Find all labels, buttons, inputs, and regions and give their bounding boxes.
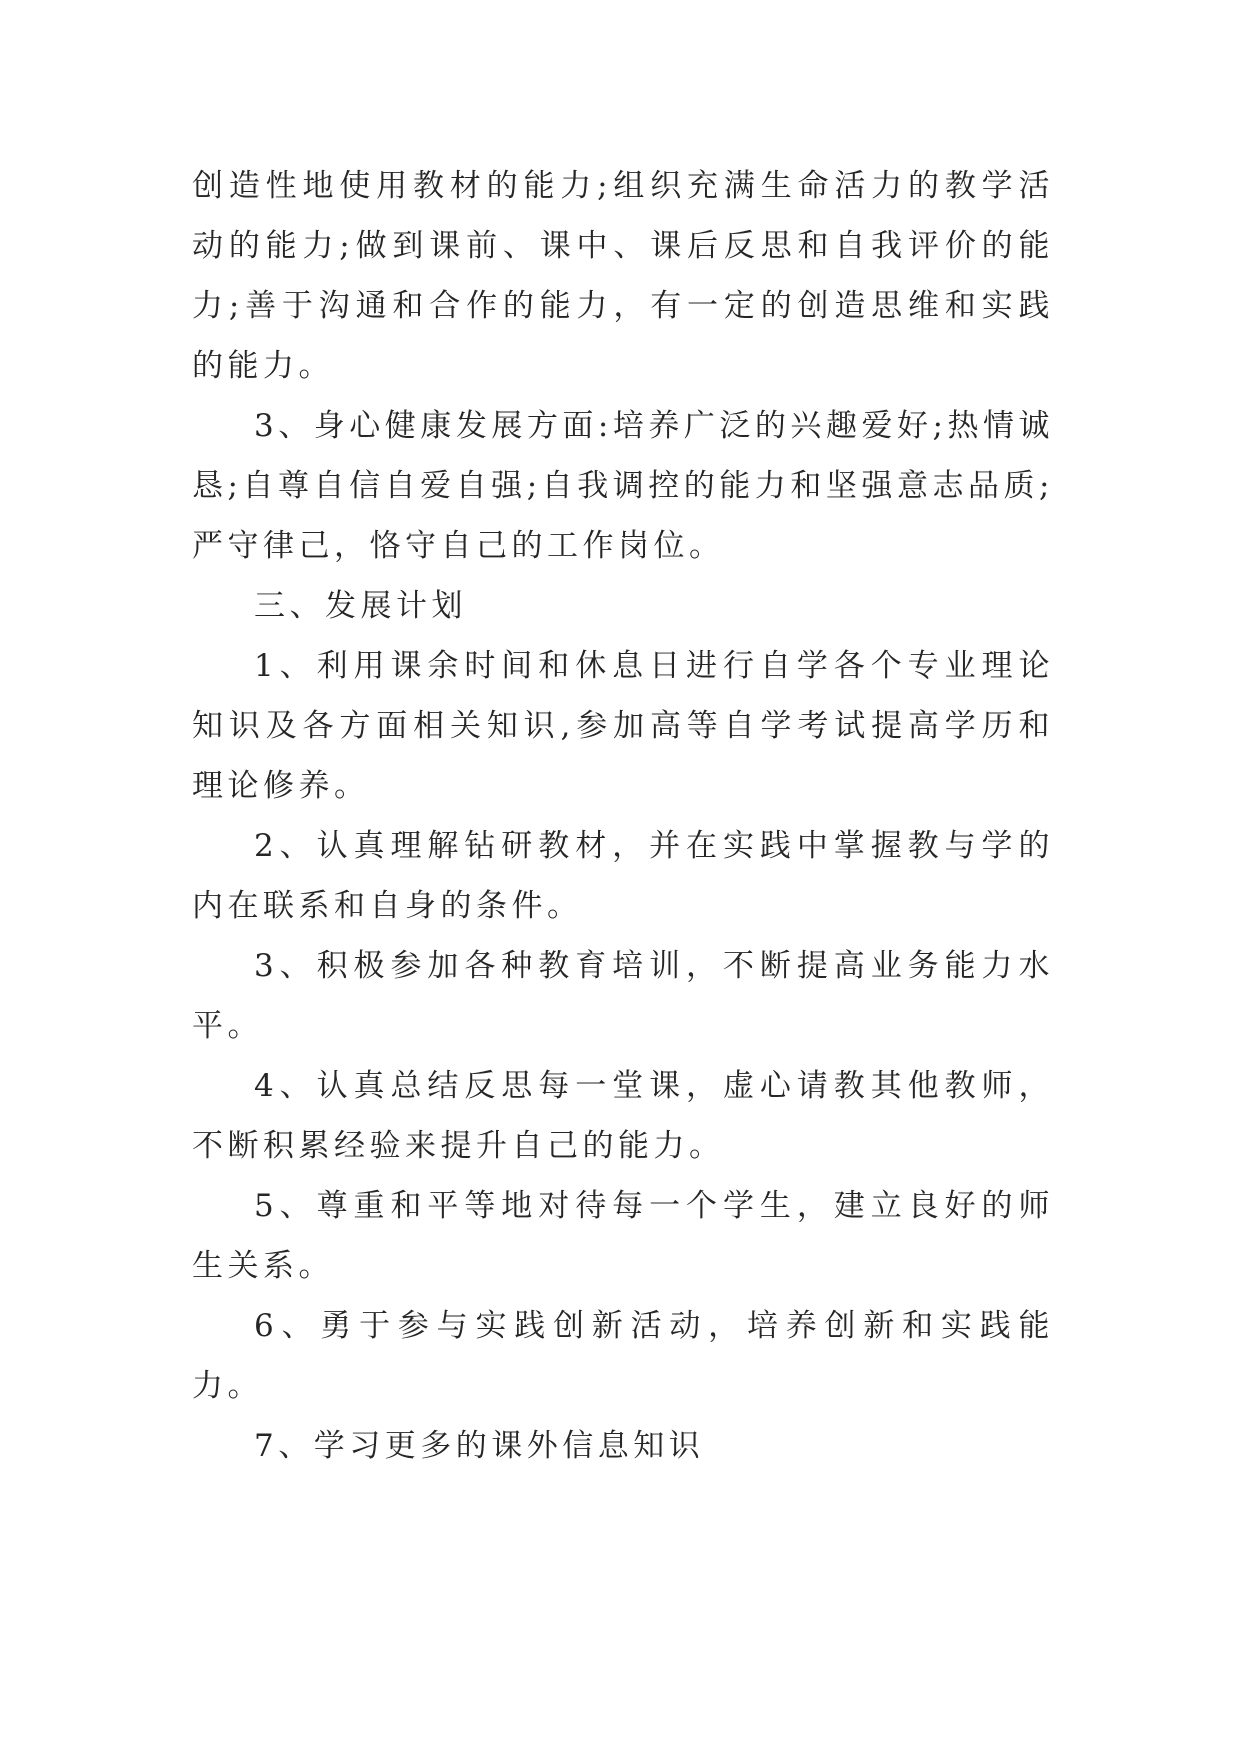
plan-item-4: 4、认真总结反思每一堂课，虚心请教其他教师，不断积累经验来提升自己的能力。 [192, 1068, 1054, 1164]
plan-item-6: 6、勇于参与实践创新活动，培养创新和实践能力。 [192, 1308, 1054, 1404]
section-heading-development-plan: 三、发展计划 [254, 588, 467, 624]
plan-item-1: 1、利用课余时间和休息日进行自学各个专业理论知识及各方面相关知识,参加高等自学考试提高学历和理论修养。 [192, 648, 1054, 804]
plan-item-2: 2、认真理解钻研教材，并在实践中掌握教与学的内在联系和自身的条件。 [192, 828, 1054, 924]
paragraph-ability-continuation: 创造性地使用教材的能力;组织充满生命活力的教学活动的能力;做到课前、课中、课后反思和自我评价的能力;善于沟通和合作的能力，有一定的创造思维和实践的能力。 [192, 168, 1054, 384]
plan-item-3: 3、积极参加各种教育培训，不断提高业务能力水平。 [192, 948, 1054, 1044]
plan-item-5: 5、尊重和平等地对待每一个学生，建立良好的师生关系。 [192, 1188, 1054, 1284]
document-body [192, 156, 1054, 1476]
paragraph-health-development: 3、身心健康发展方面:培养广泛的兴趣爱好;热情诚恳;自尊自信自爱自强;自我调控的能力和坚强意志品质;严守律己，恪守自己的工作岗位。 [192, 408, 1054, 564]
plan-item-7: 7、学习更多的课外信息知识 [254, 1428, 705, 1464]
